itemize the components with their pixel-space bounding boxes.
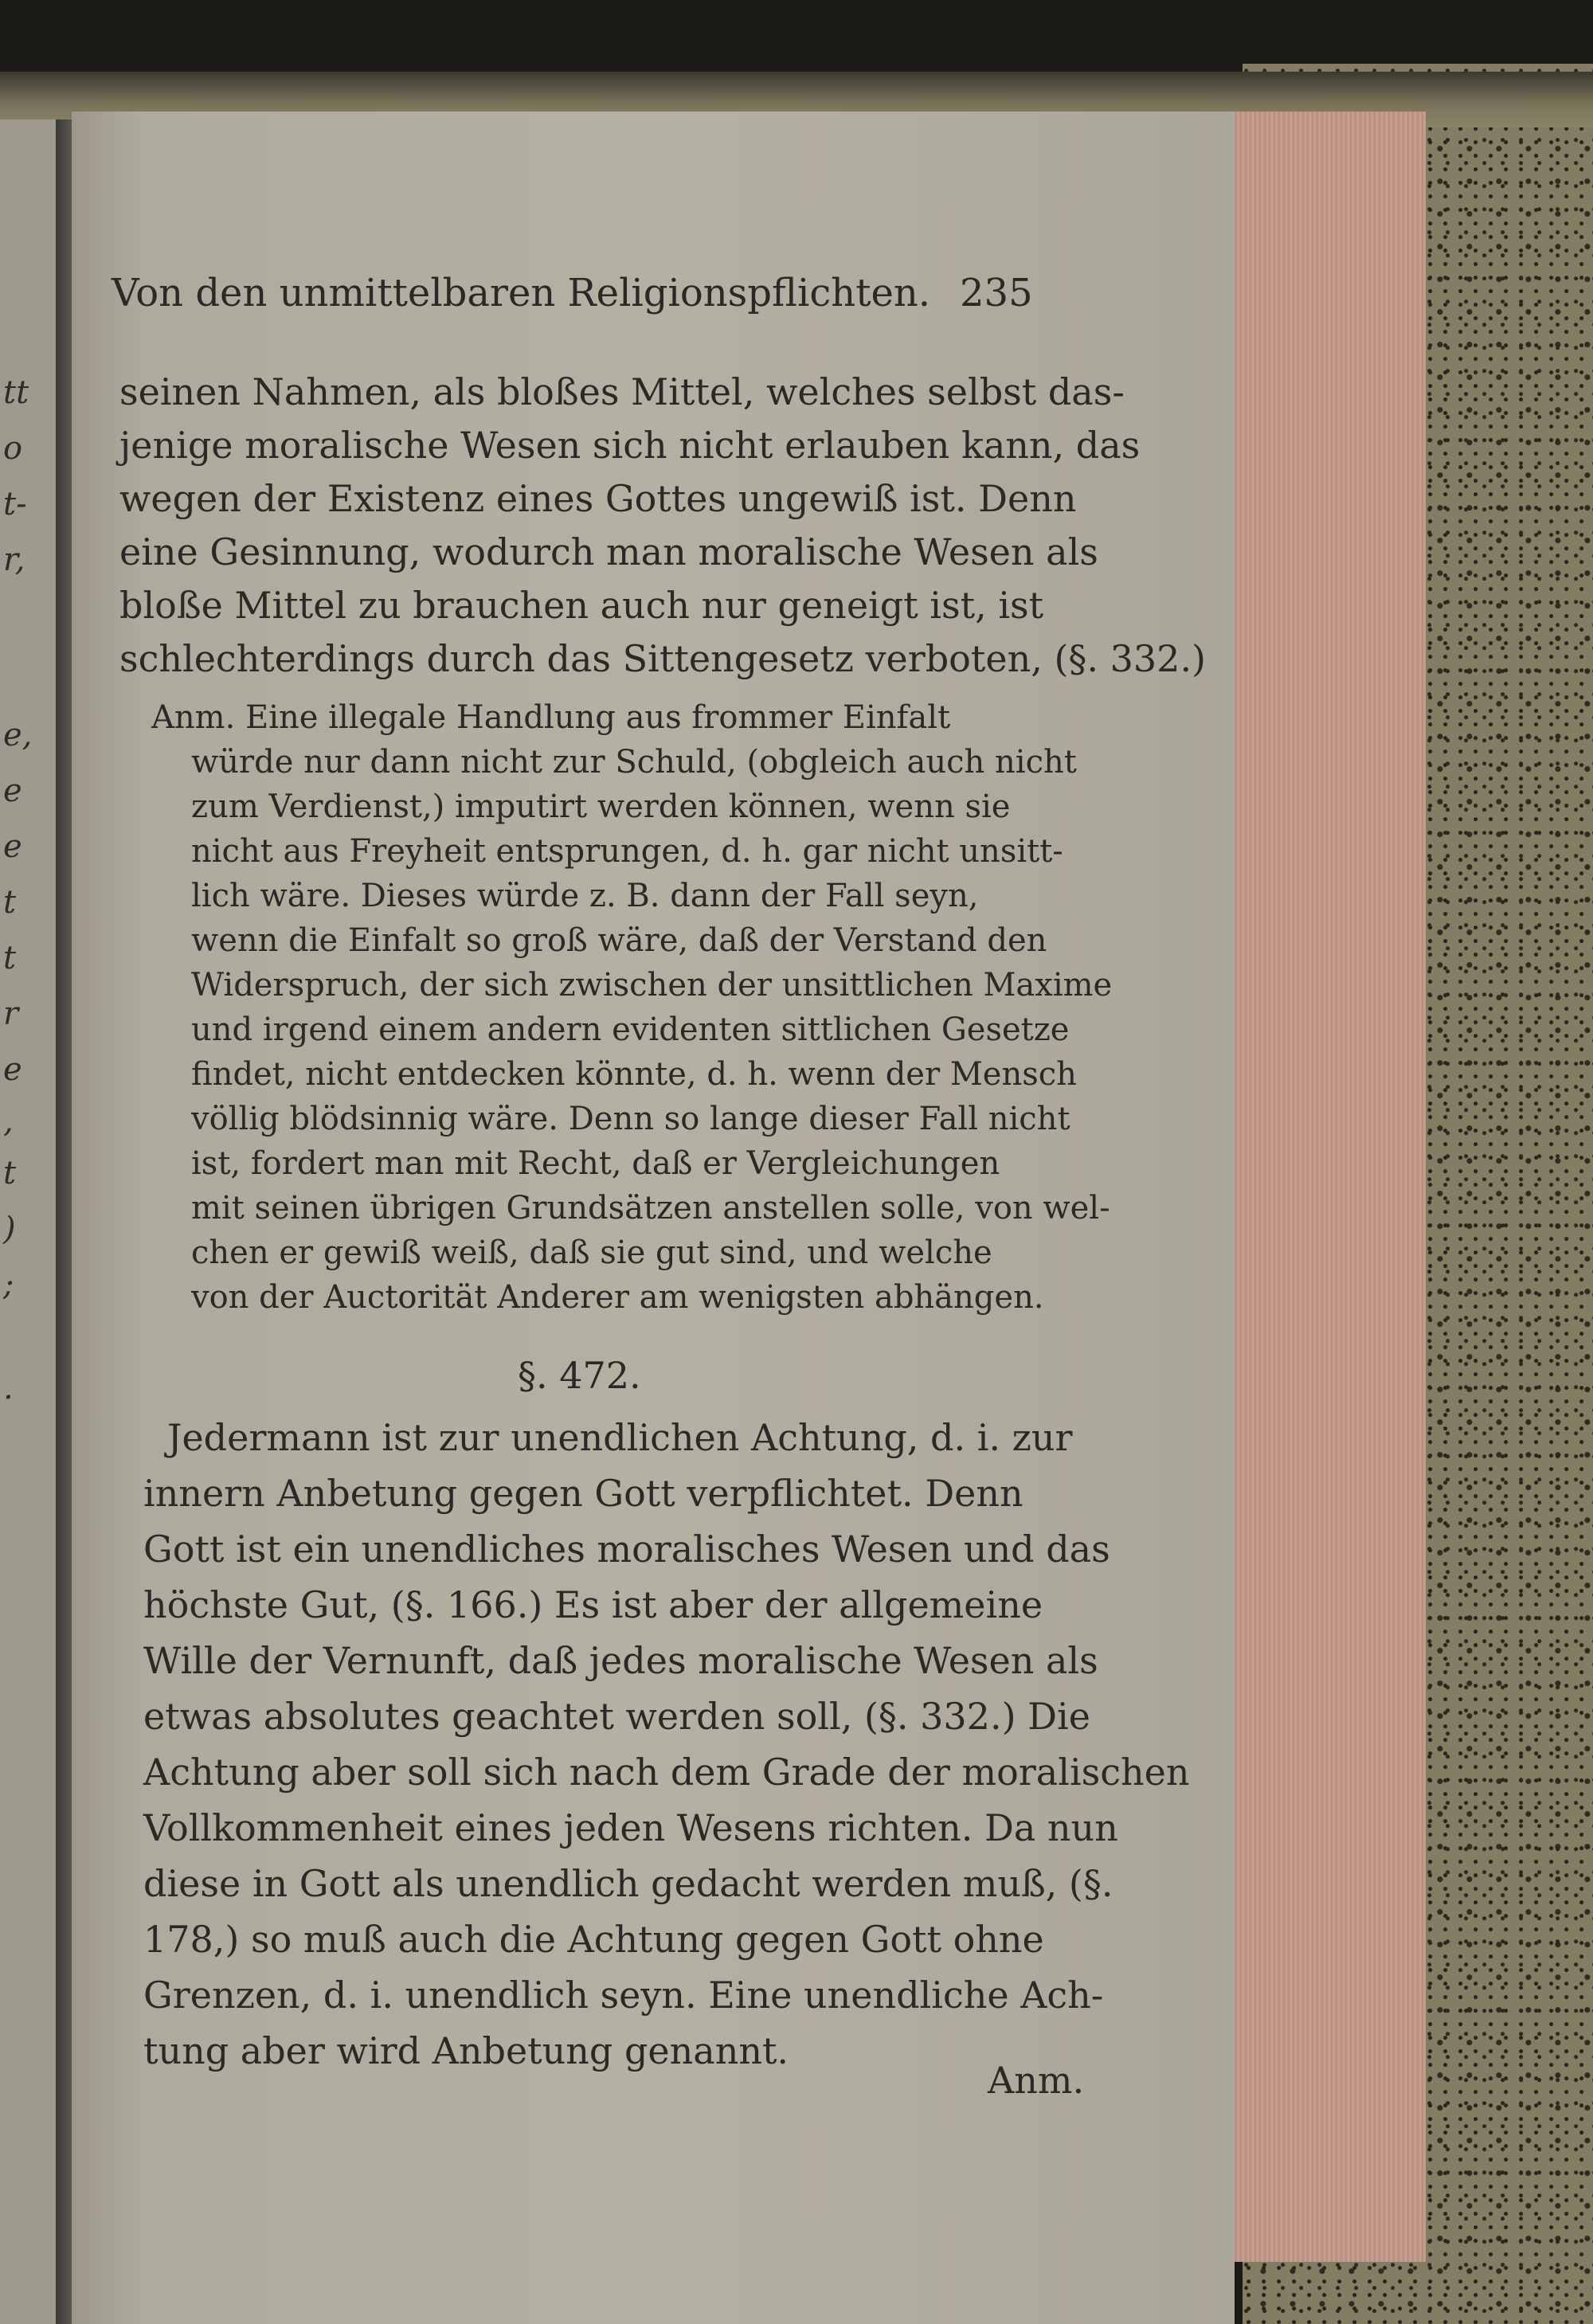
main-line: seinen Nahmen, als bloßes Mittel, welches selbst das- — [119, 370, 1125, 413]
section-heading: §. 472. — [518, 1354, 641, 1397]
main-line: jenige moralische Wesen sich nicht erlauben kann, das — [119, 424, 1141, 467]
section-line: Grenzen, d. i. unendlich seyn. Eine unendliche Ach- — [143, 1974, 1104, 2017]
page-number: 235 — [960, 271, 1033, 315]
note-line: chen er gewiß weiß, daß sie gut sind, und welche — [191, 1234, 992, 1271]
margin-fragment: e — [3, 828, 22, 865]
note-line: findet, nicht entdecken könnte, d. h. wenn der Mensch — [191, 1056, 1077, 1093]
margin-fragment: , — [3, 1103, 14, 1140]
note-line: ist, fordert man mit Recht, daß er Vergleichungen — [191, 1145, 1000, 1182]
margin-fragment: e — [3, 1051, 22, 1088]
main-line: schlechterdings durch das Sittengesetz verboten, (§. 332.) — [119, 637, 1207, 680]
section-line: tung aber wird Anbetung genannt. — [143, 2029, 789, 2072]
catchword: Anm. — [988, 2059, 1085, 2102]
margin-fragment: o — [3, 430, 23, 467]
margin-fragment: t — [3, 1155, 17, 1191]
margin-fragment: r — [3, 996, 19, 1032]
section-line: Wille der Vernunft, daß jedes moralische Wesen als — [143, 1639, 1098, 1682]
margin-fragment: e, — [3, 717, 33, 753]
margin-fragment: ; — [3, 1266, 14, 1303]
main-line: eine Gesinnung, wodurch man moralische Wesen als — [119, 530, 1098, 573]
note-line: völlig blödsinnig wäre. Denn so lange dieser Fall nicht — [191, 1101, 1070, 1137]
note-line: lich wäre. Dieses würde z. B. dann der Fall seyn, — [191, 878, 979, 914]
main-line: wegen der Existenz eines Gottes ungewiß ist. Denn — [119, 477, 1077, 520]
margin-fragment: tt — [3, 374, 29, 411]
section-line: Achtung aber soll sich nach dem Grade der moralischen — [143, 1751, 1190, 1794]
margin-fragment: e — [3, 773, 22, 809]
section-line: Gott ist ein unendliches moralisches Wesen und das — [143, 1528, 1110, 1571]
section-line: 178,) so muß auch die Achtung gegen Gott ohne — [143, 1918, 1044, 1961]
section-line: innern Anbetung gegen Gott verpflichtet. Denn — [143, 1472, 1024, 1515]
margin-fragment: t — [3, 884, 17, 921]
section-line: Vollkommenheit eines jeden Wesens richten. Da nun — [143, 1806, 1118, 1849]
note-line: Anm. Eine illegale Handlung aus frommer Einfalt — [151, 699, 951, 736]
note-line: wenn die Einfalt so groß wäre, daß der Verstand den — [191, 922, 1047, 959]
margin-fragment: t- — [3, 486, 27, 522]
note-line: Widerspruch, der sich zwischen der unsittlichen Maxime — [191, 967, 1113, 1004]
note-line: zum Verdienst,) imputirt werden können, wenn sie — [191, 788, 1011, 825]
note-line: von der Auctorität Anderer am wenigsten abhängen. — [191, 1279, 1044, 1316]
margin-fragment: t — [3, 940, 17, 976]
section-line: diese in Gott als unendlich gedacht werden muß, (§. — [143, 1862, 1114, 1905]
margin-fragment: r, — [3, 542, 25, 578]
section-line: etwas absolutes geachtet werden soll, (§. 332.) Die — [143, 1695, 1090, 1738]
note-line: würde nur dann nicht zur Schuld, (obgleich auch nicht — [191, 744, 1077, 781]
book-page — [72, 112, 1235, 2324]
section-line: höchste Gut, (§. 166.) Es ist aber der allgemeine — [143, 1583, 1043, 1626]
margin-fragment: ) — [3, 1211, 16, 1247]
section-line: Jedermann ist zur unendlichen Achtung, d. i. zur — [167, 1416, 1073, 1459]
note-line: mit seinen übrigen Grundsätzen anstellen solle, von wel- — [191, 1190, 1110, 1227]
main-line: bloße Mittel zu brauchen auch nur geneigt ist, ist — [119, 584, 1044, 627]
note-line: nicht aus Freyheit entsprungen, d. h. gar nicht unsitt- — [191, 833, 1063, 870]
page-block-edge — [1227, 112, 1426, 2262]
running-head: Von den unmittelbaren Religionspflichten. — [112, 271, 931, 315]
margin-fragment: . — [3, 1370, 14, 1407]
note-line: und irgend einem andern evidenten sittlichen Gesetze — [191, 1011, 1070, 1048]
